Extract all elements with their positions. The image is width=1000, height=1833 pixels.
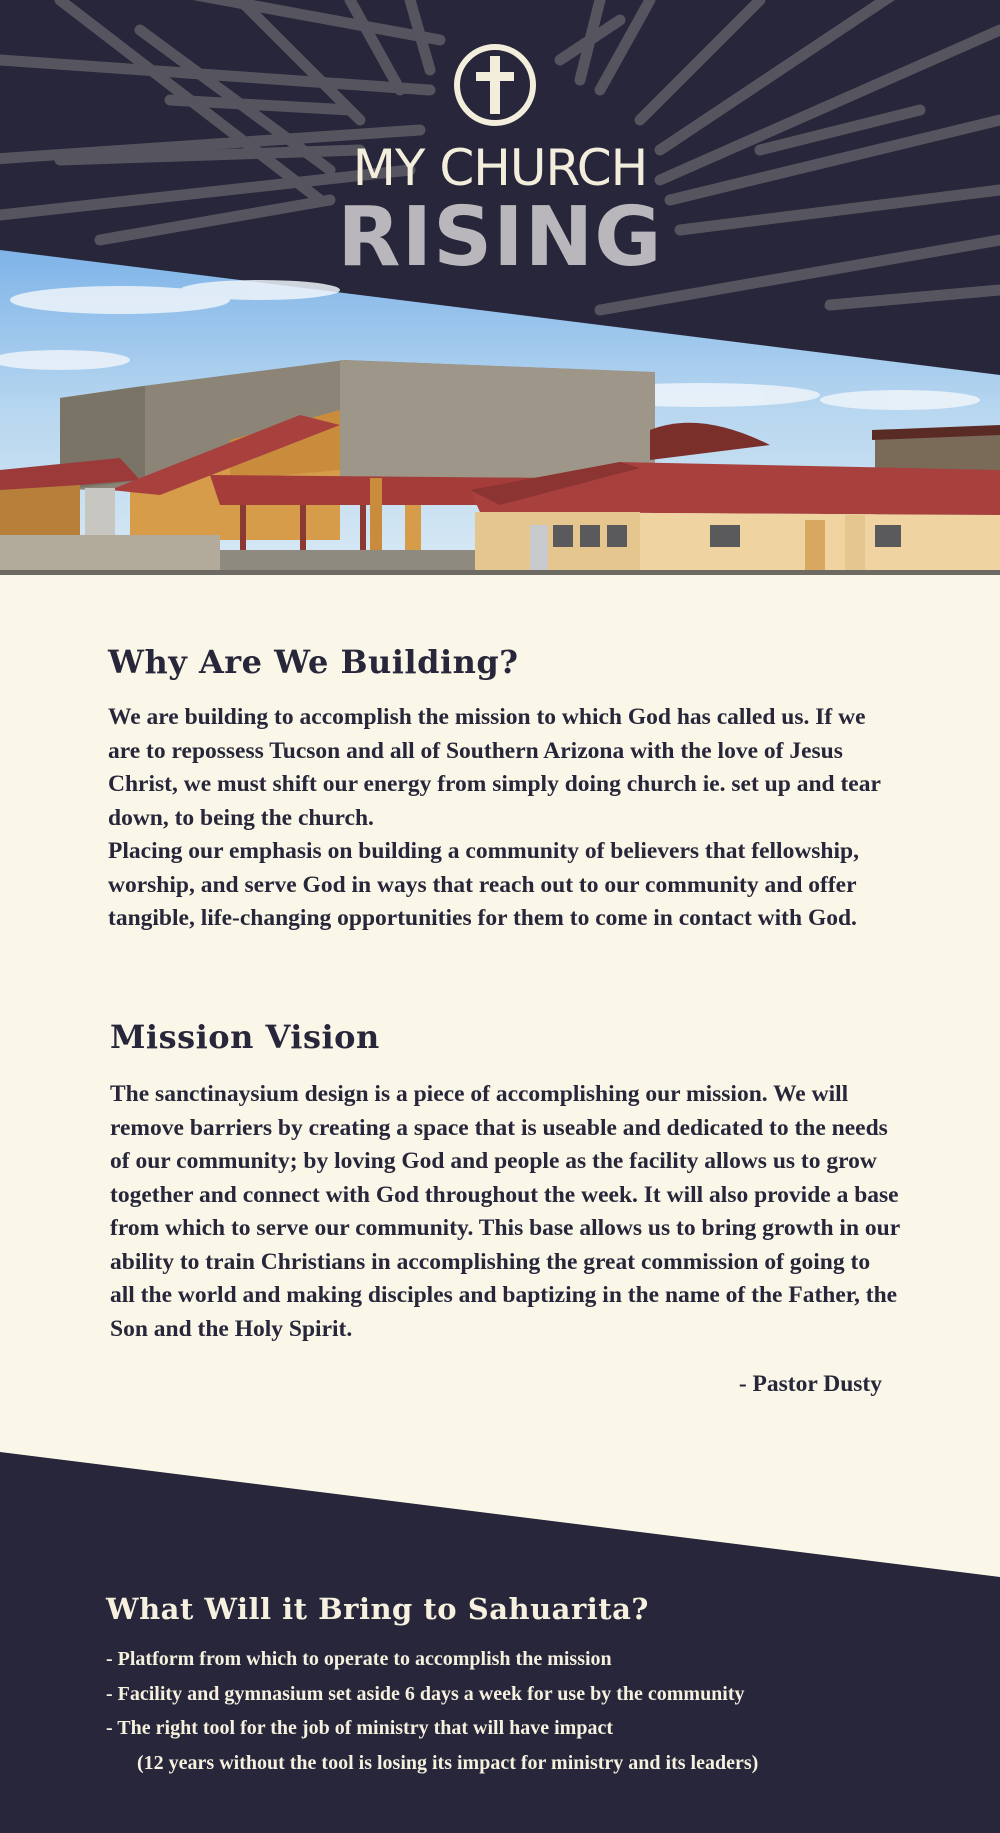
section-heading: Why Are We Building? <box>108 643 519 681</box>
signature: - Pastor Dusty <box>738 1371 882 1397</box>
building-rendering <box>0 250 1000 575</box>
logo-text-my-church: MY CHURCH <box>352 139 648 197</box>
list-item: - The right tool for the job of ministry that will have impact <box>106 1717 614 1739</box>
list-item: - Facility and gymnasium set aside 6 days a week for use by the community <box>106 1682 745 1705</box>
section-why-building <box>108 643 898 936</box>
benefit-list <box>106 1642 946 1780</box>
section-body <box>108 701 898 936</box>
list-item: (12 years without the tool is losing its impact for ministry and its leaders) <box>137 1751 759 1774</box>
section-body: The sanctinaysium design is a piece of accomplishing our mission. We will remove barriers by creating a space that is useable and dedicated to the needs of our community; by loving God and people as the facility allows us to grow together and connect with God throughout the week. It will also provide a base from which to serve our community. This base allows us to bring growth in our ability to train Christians in accomplishing the great commission of going to all the world and making disciples and baptizing in the name of the Father, the Son and the Holy Spirit. <box>110 1081 900 1342</box>
body-paragraph-1: We are building to accomplish the mission to which God has called us. If we are to repossess Tucson and all of Southern Arizona with the love of Jesus Christ, we must shift our energy from simply doing church ie. set up and tear down, to being the church. <box>108 704 881 831</box>
section-mission-vision <box>110 1018 900 1402</box>
section-heading: What Will it Bring to Sahuarita? <box>106 1592 649 1626</box>
cross-in-circle-icon <box>452 42 538 128</box>
church-logo <box>300 38 700 285</box>
list-item: - Platform from which to operate to accomplish the mission <box>106 1648 612 1670</box>
section-what-it-brings <box>106 1592 946 1780</box>
body-paragraph-2: Placing our emphasis on building a community of believers that fellowship, worship, and serve God in ways that reach out to our community and offer tangible, life-changing opportunities for them to come in contact with God. <box>108 838 859 931</box>
logo-text-rising: RISING <box>337 190 663 285</box>
section-heading: Mission Vision <box>110 1018 380 1056</box>
